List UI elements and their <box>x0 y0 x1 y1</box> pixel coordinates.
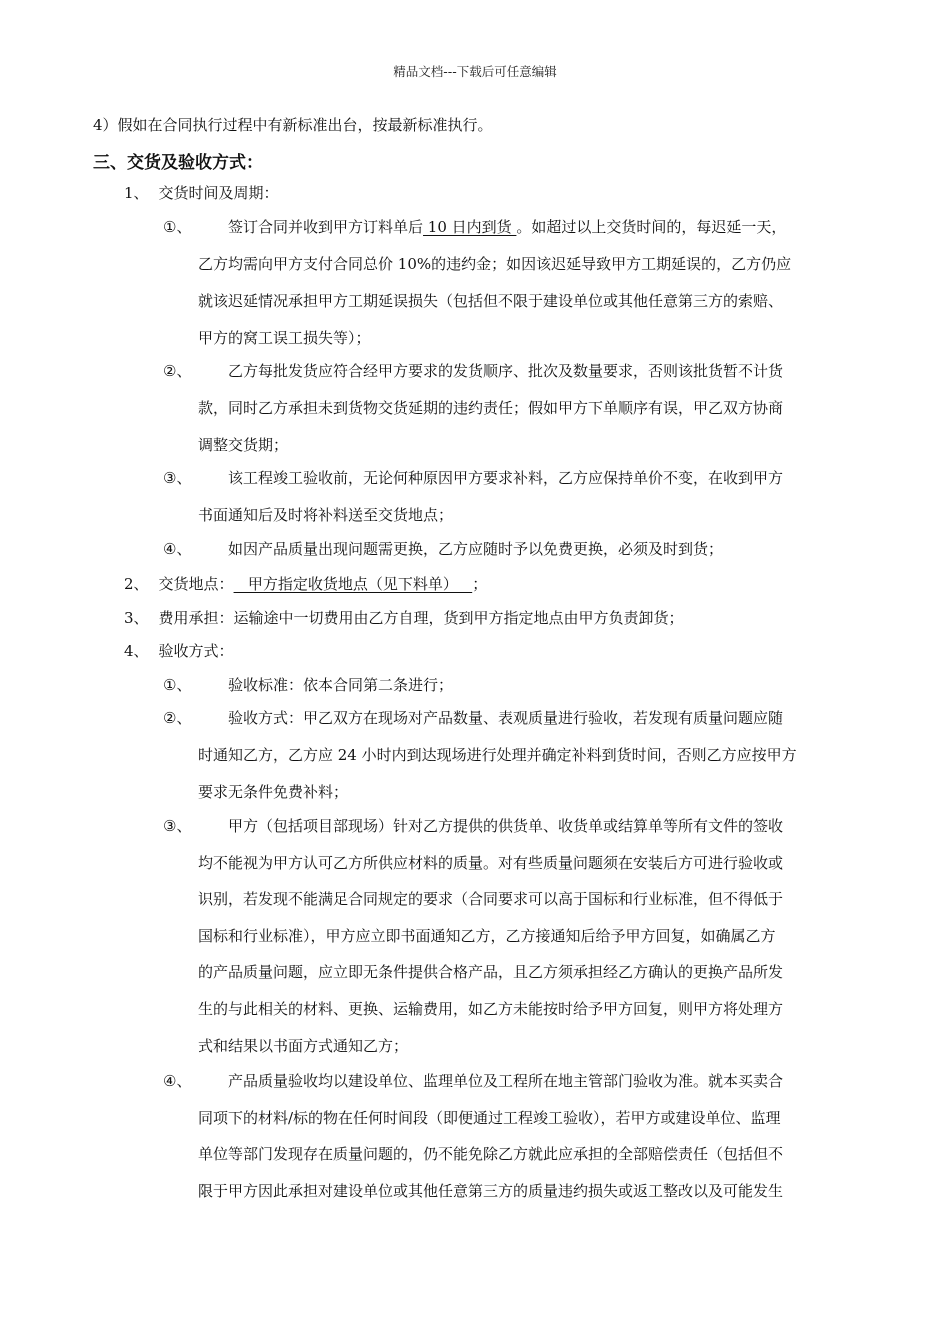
s4-item3-first: 甲方（包括项目部现场）针对乙方提供的供货单、收货单或结算单等所有文件的签收 <box>228 817 784 835</box>
s1-item3-marker: ③、 <box>163 469 192 487</box>
s1-item2-line2: 款，同时乙方承担未到货物交货延期的违约责任；假如甲方下单顺序有误，甲乙双方协商 <box>198 399 784 417</box>
page-header: 精品文档---下载后可任意编辑 <box>393 64 557 79</box>
s4-item2-first: 验收方式：甲乙双方在现场对产品数量、表观质量进行验收，若发现有质量问题应随 <box>228 709 784 727</box>
s1-item1-line2: 乙方均需向甲方支付合同总价 10%的违约金；如因该迟延导致甲方工期延误的，乙方仍应 <box>198 255 792 273</box>
s4-item4-line2: 同项下的材料/标的物在任何时间段（即便通过工程竣工验收），若甲方或建设单位、监理 <box>198 1109 781 1127</box>
s4-item4-marker: ④、 <box>163 1072 192 1090</box>
s4-item1-marker: ①、 <box>163 676 192 694</box>
s4-num: 4、 <box>124 642 149 660</box>
s1-item2-line3: 调整交货期； <box>198 436 289 454</box>
s2-num: 2、 <box>124 575 149 593</box>
s4-item4-first: 产品质量验收均以建设单位、监理单位及工程所在地主管部门验收为准。就本买卖合 <box>228 1072 784 1090</box>
s4-item3-line4: 国标和行业标准），甲方应立即书面通知乙方，乙方接通知后给予甲方回复，如确属乙方 <box>198 927 776 945</box>
s4-item1-first: 验收标准：依本合同第二条进行； <box>228 676 454 694</box>
s4-item3-line3: 识别，若发现不能满足合同规定的要求（合同要求可以高于国标和行业标准，但不得低于 <box>198 890 784 908</box>
s1-item1-post: 。如超过以上交货时间的，每迟延一天， <box>516 218 787 236</box>
s2-tail: ； <box>472 575 488 593</box>
s4-item2-line2: 时通知乙方，乙方应 24 小时内到达现场进行处理并确定补料到货时间，否则乙方应按甲方 <box>198 746 797 764</box>
s2-line <box>124 575 487 593</box>
s1-item1-line3: 就该迟延情况承担甲方工期延误损失（包括但不限于建设单位或其他任意第三方的索赔、 <box>198 292 784 310</box>
s4-item3-marker: ③、 <box>163 817 192 835</box>
s1-item1-marker: ①、 <box>163 218 192 236</box>
s2-label: 交货地点： <box>158 575 234 593</box>
s1-item3-line2: 书面通知后及时将补料送至交货地点； <box>198 506 454 524</box>
s1-item4-first: 如因产品质量出现问题需更换，乙方应随时予以免费更换，必须及时到货； <box>228 540 724 558</box>
s1-item2-first: 乙方每批发货应符合经甲方要求的发货顺序、批次及数量要求，否则该批货暂不计货 <box>228 362 784 380</box>
s4-item4-line3: 单位等部门发现存在质量问题的，仍不能免除乙方就此应承担的全部赔偿责任（包括但不 <box>198 1145 784 1163</box>
delivery-location: 甲方指定收货地点（见下料单） <box>233 575 473 593</box>
s4-title: 验收方式： <box>158 642 234 660</box>
delivery-deadline: 10 日内到货 <box>423 218 517 236</box>
s4-item3-line2: 均不能视为甲方认可乙方所供应材料的质量。对有些质量问题须在安装后方可进行验收或 <box>198 854 784 872</box>
s4-item2-line3: 要求无条件免费补料； <box>198 783 349 801</box>
section-title: 三、交货及验收方式： <box>93 153 263 173</box>
s3-text: 费用承担：运输途中一切费用由乙方自理，货到甲方指定地点由甲方负责卸货； <box>158 609 684 627</box>
s3-num: 3、 <box>124 609 149 627</box>
s1-item1-pre: 签订合同并收到甲方订料单后 <box>228 218 424 236</box>
intro-item-4: 4）假如在合同执行过程中有新标准出台，按最新标准执行。 <box>93 116 493 134</box>
s1-num: 1、 <box>124 184 149 202</box>
s1-item1-line4: 甲方的窝工误工损失等）； <box>198 329 371 347</box>
s1-item3-first: 该工程竣工验收前，无论何种原因甲方要求补料，乙方应保持单价不变，在收到甲方 <box>228 469 784 487</box>
s4-item3-line7: 式和结果以书面方式通知乙方； <box>198 1037 409 1055</box>
s4-title-line <box>124 642 234 660</box>
s4-item3-line6: 生的与此相关的材料、更换、运输费用，如乙方未能按时给予甲方回复，则甲方将处理方 <box>198 1000 784 1018</box>
s3-line <box>124 609 684 627</box>
s4-item4-line4: 限于甲方因此承担对建设单位或其他任意第三方的质量违约损失或返工整改以及可能发生 <box>198 1182 784 1200</box>
s1-item2-marker: ②、 <box>163 362 192 380</box>
s4-item2-marker: ②、 <box>163 709 192 727</box>
s1-title: 交货时间及周期： <box>158 184 279 202</box>
s4-item3-line5: 的产品质量问题，应立即无条件提供合格产品，且乙方须承担经乙方确认的更换产品所发 <box>198 963 784 981</box>
s1-item1-first <box>228 218 786 236</box>
s1-item4-marker: ④、 <box>163 540 192 558</box>
s1-title-line <box>124 184 279 202</box>
